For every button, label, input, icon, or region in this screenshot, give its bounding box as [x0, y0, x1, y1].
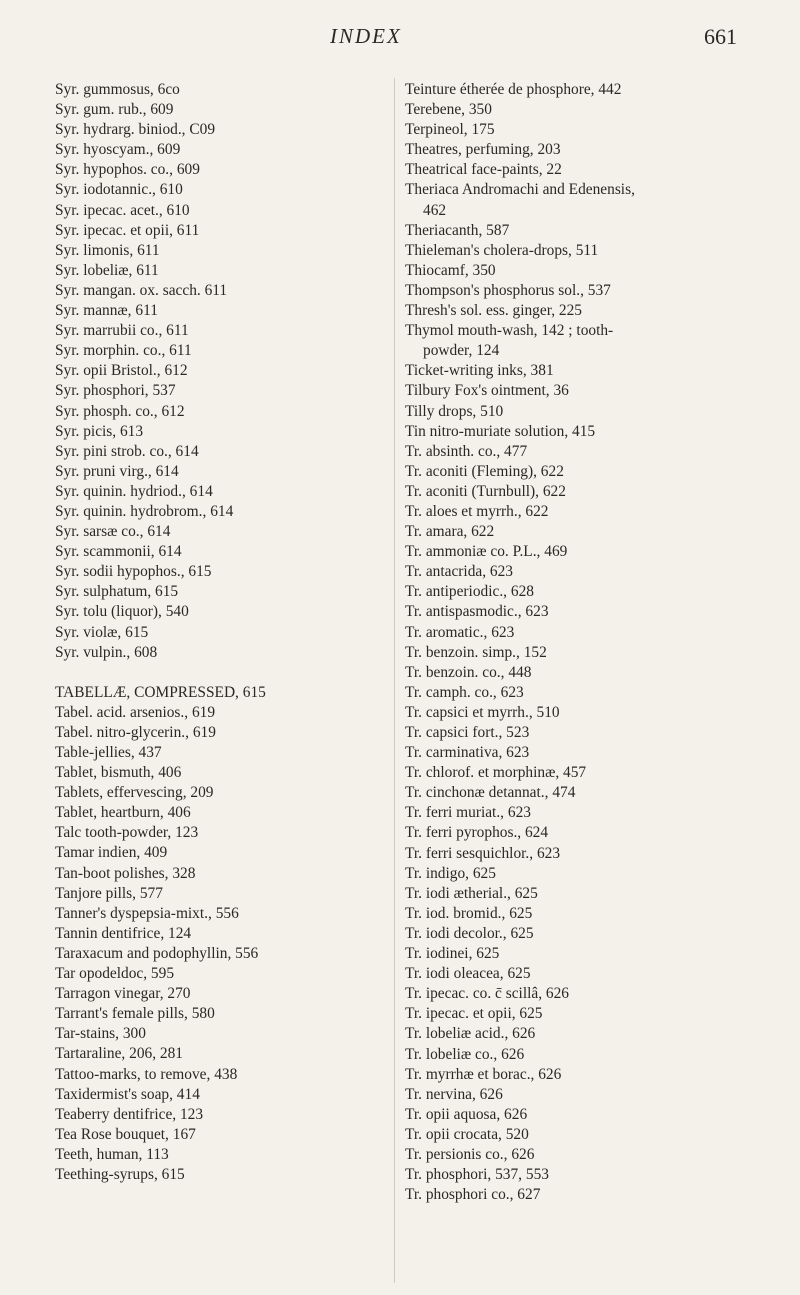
index-entry: Tr. absinth. co., 477 [405, 442, 528, 460]
index-entry: Tr. iod. bromid., 625 [405, 904, 533, 922]
index-entry: Tr. benzoin. co., 448 [405, 663, 532, 681]
index-entry: Tea Rose bouquet, 167 [55, 1125, 196, 1143]
index-entry: Tanjore pills, 577 [55, 884, 163, 902]
index-entry: Syr. hypophos. co., 609 [55, 161, 200, 179]
index-entry: Tar opodeldoc, 595 [55, 965, 175, 983]
index-entry: Teeth, human, 113 [55, 1145, 169, 1163]
index-entry: Tannin dentifrice, 124 [55, 924, 192, 942]
index-entry: Tr. myrrhæ et borac., 626 [405, 1065, 562, 1083]
index-entry: Syr. phosph. co., 612 [55, 402, 185, 420]
index-entry: Syr. sulphatum, 615 [55, 583, 179, 601]
index-entry: Tr. aconiti (Fleming), 622 [405, 462, 564, 480]
index-entry: Tr. lobeliæ acid., 626 [405, 1025, 536, 1043]
index-entry: 462 [423, 201, 447, 219]
index-entry: Tan-boot polishes, 328 [55, 864, 196, 882]
index-entry: Tarrant's female pills, 580 [55, 1005, 215, 1023]
index-entry: TABELLÆ, COMPRESSED, 615 [55, 683, 266, 701]
index-entry: Tr. chlorof. et morphinæ, 457 [405, 764, 587, 782]
index-entry: Syr. tolu (liquor), 540 [55, 603, 189, 621]
index-entry: Syr. mangan. ox. sacch. 611 [55, 281, 228, 299]
index-entry: Tr. iodi ætherial., 625 [405, 884, 538, 902]
index-entry: Tin nitro-muriate solution, 415 [405, 422, 596, 440]
index-entry: Theatres, perfuming, 203 [405, 141, 561, 159]
index-entry: Syr. quinin. hydriod., 614 [55, 482, 213, 500]
index-entry: Tartaraline, 206, 281 [55, 1045, 183, 1063]
index-entry: Tr. iodi decolor., 625 [405, 924, 534, 942]
index-entry: Tarragon vinegar, 270 [55, 985, 191, 1003]
index-entry: Tr. iodi oleacea, 625 [405, 965, 531, 983]
index-entry: Taxidermist's soap, 414 [55, 1085, 200, 1103]
index-entry: Tr. ammoniæ co. P.L., 469 [405, 543, 568, 561]
index-entry: Tablet, bismuth, 406 [55, 764, 182, 782]
index-entry: Tar-stains, 300 [55, 1025, 146, 1043]
index-entry: Tattoo-marks, to remove, 438 [55, 1065, 238, 1083]
index-entry: Tilbury Fox's ointment, 36 [405, 382, 569, 400]
index-entry: Tr. iodinei, 625 [405, 945, 500, 963]
index-entry: Tr. aromatic., 623 [405, 623, 515, 641]
index-entry: Tr. ferri pyrophos., 624 [405, 824, 549, 842]
index-entry: Syr. hydrarg. biniod., C09 [55, 121, 216, 139]
index-entry: Tr. lobeliæ co., 626 [405, 1045, 525, 1063]
index-entry: Teaberry dentifrice, 123 [55, 1105, 204, 1123]
index-entry: Syr. morphin. co., 611 [55, 342, 192, 360]
index-entry: Syr. violæ, 615 [55, 623, 149, 641]
page-header [0, 24, 800, 74]
index-entry: Syr. picis, 613 [55, 422, 144, 440]
index-column-right [405, 80, 765, 1205]
index-entry: powder, 124 [423, 342, 500, 360]
index-entry: Tabel. nitro-glycerin., 619 [55, 723, 216, 741]
index-entry: Syr. vulpin., 608 [55, 643, 158, 661]
index-entry: Syr. lobeliæ, 611 [55, 261, 159, 279]
index-entry: Tilly drops, 510 [405, 402, 504, 420]
index-entry: Tr. ferri muriat., 623 [405, 804, 531, 822]
index-entry: Syr. sodii hypophos., 615 [55, 563, 212, 581]
index-entry: Tr. phosphori co., 627 [405, 1186, 541, 1204]
index-entry: Tr. carminativa, 623 [405, 744, 530, 762]
index-entry: Syr. marrubii co., 611 [55, 322, 189, 340]
index-entry: Tr. capsici fort., 523 [405, 724, 530, 741]
index-entry: Syr. gummosus, 6co [55, 81, 180, 98]
index-entry: Tr. ferri sesquichlor., 623 [405, 844, 561, 862]
index-entry: Tr. antacrida, 623 [405, 563, 514, 581]
index-entry: Thompson's phosphorus sol., 537 [405, 281, 611, 299]
index-entry: Tr. opii crocata, 520 [405, 1125, 529, 1143]
index-entry: Tamar indien, 409 [55, 844, 168, 862]
index-entry: Syr. pruni virg., 614 [55, 462, 179, 480]
index-entry: Theatrical face-paints, 22 [405, 161, 562, 179]
index-entry: Tr. aconiti (Turnbull), 622 [405, 482, 566, 500]
index-entry: Tr. antispasmodic., 623 [405, 603, 549, 621]
column-divider [394, 78, 395, 1283]
index-entry: Thiocamf, 350 [405, 261, 496, 279]
index-entry: Tablet, heartburn, 406 [55, 804, 191, 822]
index-entry: Tr. nervina, 626 [405, 1085, 503, 1103]
index-entry: Syr. sarsæ co., 614 [55, 523, 171, 541]
index-entry: Tr. aloes et myrrh., 622 [405, 502, 549, 520]
index-entry: Tr. cinchonæ detannat., 474 [405, 784, 576, 802]
index-entry: Tr. indigo, 625 [405, 864, 496, 882]
index-entry: Table-jellies, 437 [55, 744, 162, 761]
index-entry: Syr. pini strob. co., 614 [55, 442, 199, 460]
index-entry: Tr. amara, 622 [405, 523, 495, 541]
index-entry: Teething-syrups, 615 [55, 1165, 185, 1183]
running-title: INDEX [330, 24, 402, 48]
index-entry: Taraxacum and podophyllin, 556 [55, 944, 259, 962]
index-entry: Tr. antiperiodic., 628 [405, 583, 534, 601]
index-entry: Tr. ipecac. et opii, 625 [405, 1005, 543, 1023]
index-entry: Tr. phosphori, 537, 553 [405, 1166, 549, 1184]
index-entry: Tanner's dyspepsia-mixt., 556 [55, 904, 239, 922]
index-entry: Syr. scammonii, 614 [55, 543, 182, 561]
index-entry: Tr. camph. co., 623 [405, 683, 524, 701]
index-entry: Syr. opii Bristol., 612 [55, 362, 188, 380]
index-entry: Thymol mouth-wash, 142 ; tooth- [405, 322, 614, 340]
index-entry: Theriaca Andromachi and Edenensis, [405, 181, 635, 199]
index-entry: Tablets, effervescing, 209 [55, 784, 214, 802]
index-entry: Teinture étherée de phosphore, 442 [405, 81, 622, 98]
index-entry: Syr. gum. rub., 609 [55, 101, 174, 119]
index-entry: Syr. ipecac. acet., 610 [55, 201, 190, 219]
index-entry: Syr. hyoscyam., 609 [55, 141, 181, 159]
index-entry: Syr. mannæ, 611 [55, 302, 158, 320]
index-entry: Tr. persionis co., 626 [405, 1145, 535, 1163]
index-entry: Thieleman's cholera-drops, 511 [405, 241, 599, 259]
index-entry: Theriacanth, 587 [405, 221, 510, 239]
index-entry: Tr. capsici et myrrh., 510 [405, 703, 560, 721]
index-entry: Terpineol, 175 [405, 121, 495, 139]
index-entry: Tabel. acid. arsenios., 619 [55, 703, 216, 721]
index-entry: Thresh's sol. ess. ginger, 225 [405, 302, 582, 320]
index-entry: Syr. limonis, 611 [55, 241, 160, 259]
index-entry: Syr. iodotannic., 610 [55, 181, 183, 199]
index-entry: Terebene, 350 [405, 101, 492, 119]
index-entry: Syr. quinin. hydrobrom., 614 [55, 502, 234, 520]
page-number: 661 [704, 24, 737, 49]
index-entry: Tr. opii aquosa, 626 [405, 1105, 528, 1123]
index-entry: Syr. ipecac. et opii, 611 [55, 221, 200, 239]
index-entry: Tr. benzoin. simp., 152 [405, 643, 547, 661]
index-entry: Tr. ipecac. co. c̄ scillâ, 626 [405, 985, 569, 1003]
index-column-left [55, 80, 385, 1185]
index-entry: Syr. phosphori, 537 [55, 382, 176, 400]
index-entry: Ticket-writing inks, 381 [405, 362, 554, 380]
index-entry: Talc tooth-powder, 123 [55, 824, 199, 842]
